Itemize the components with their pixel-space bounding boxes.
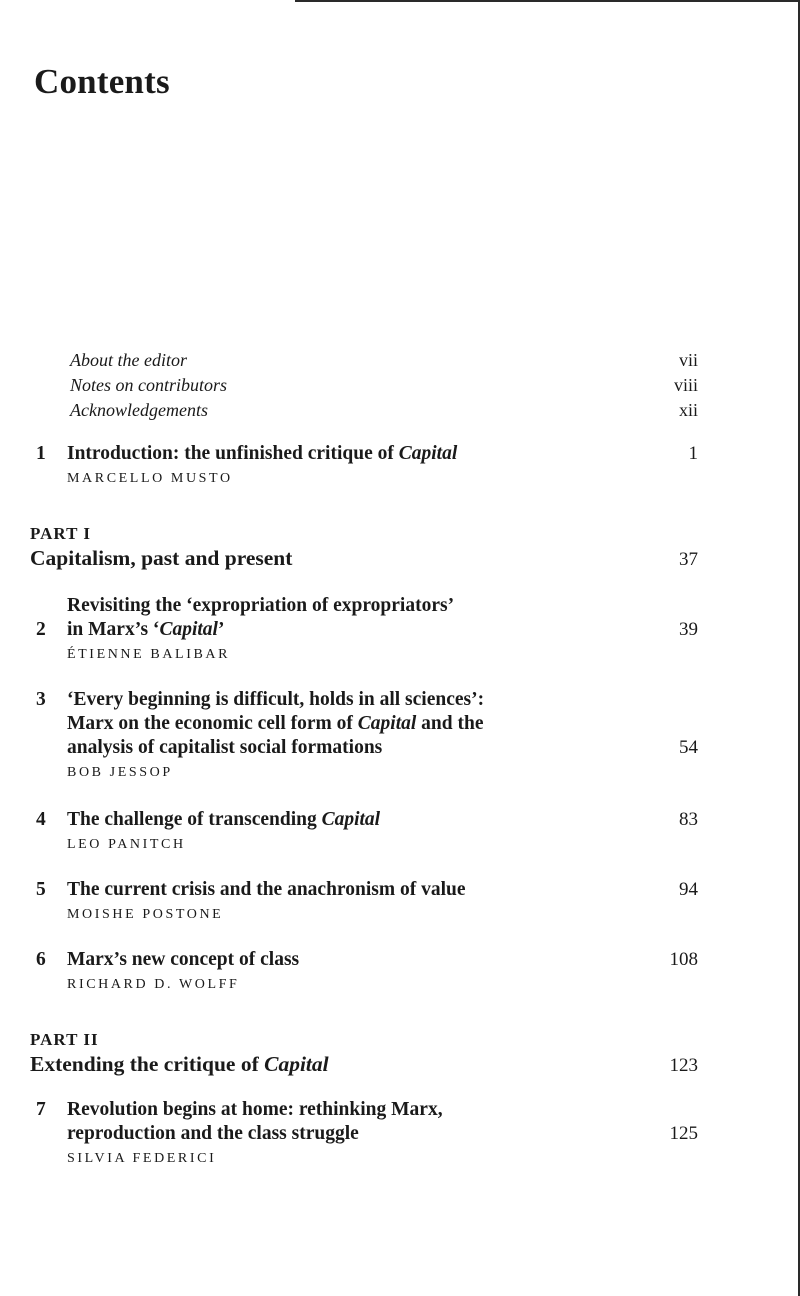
chapter-title: The challenge of transcending Capital — [67, 809, 381, 830]
front-matter-page: vii — [678, 350, 698, 370]
chapter-title: Revisiting the ‘expropriation of expropriators’ in Marx’s ‘Capital’ — [67, 595, 455, 640]
page-edge-top — [295, 0, 800, 2]
chapter-entry-3[interactable] — [36, 688, 698, 781]
part-page: 123 — [669, 1055, 698, 1076]
part-page: 37 — [679, 549, 698, 570]
chapter-entry-5[interactable] — [36, 878, 698, 923]
chapter-title: ‘Every beginning is difficult, holds in all sciences’: Marx on the economic cell form of Capital and the analysis of capitalist social formations — [67, 689, 485, 758]
chapter-number: 7 — [36, 1099, 46, 1120]
chapter-entry-7[interactable] — [36, 1098, 698, 1167]
chapter-author: MARCELLO MUSTO — [67, 471, 233, 486]
chapter-page: 83 — [679, 809, 698, 830]
chapter-number: 6 — [36, 949, 46, 970]
chapter-title: Revolution begins at home: rethinking Marx, reproduction and the class struggle — [67, 1099, 443, 1144]
front-matter-page: xii — [678, 400, 698, 420]
front-matter-label: Notes on contributors — [70, 375, 228, 395]
chapter-author: RICHARD D. WOLFF — [67, 977, 240, 992]
chapter-number: 3 — [36, 689, 46, 710]
chapter-title: Marx’s new concept of class — [67, 949, 300, 970]
part-label: PART I — [30, 524, 91, 543]
part-label: PART II — [30, 1030, 99, 1049]
chapter-page: 108 — [669, 949, 698, 970]
front-matter-item[interactable] — [70, 350, 698, 371]
chapter-entry-6[interactable] — [36, 948, 698, 993]
chapter-author: SILVIA FEDERICI — [67, 1151, 217, 1166]
front-matter-item[interactable] — [70, 400, 698, 421]
chapter-number: 1 — [36, 443, 46, 464]
page-title: Contents — [34, 62, 170, 101]
front-matter-item[interactable] — [70, 375, 698, 396]
chapter-page: 39 — [679, 619, 698, 640]
chapter-number: 2 — [36, 619, 46, 640]
front-matter-label: Acknowledgements — [70, 400, 208, 420]
chapter-entry-2[interactable] — [36, 594, 698, 663]
chapter-page: 54 — [679, 737, 698, 758]
chapter-author: BOB JESSOP — [67, 765, 173, 780]
front-matter-label: About the editor — [70, 350, 187, 370]
chapter-author: ÉTIENNE BALIBAR — [67, 647, 231, 662]
chapter-entry-1[interactable] — [36, 442, 698, 487]
chapter-page: 94 — [679, 879, 698, 900]
chapter-entry-4[interactable] — [36, 808, 698, 853]
part-title: Capitalism, past and present — [30, 546, 293, 570]
chapter-title: The current crisis and the anachronism of value — [67, 879, 466, 900]
chapter-title: Introduction: the unfinished critique of Capital — [67, 443, 458, 464]
chapter-page: 125 — [669, 1123, 698, 1144]
chapter-author: LEO PANITCH — [67, 837, 186, 852]
part-heading-2[interactable] — [30, 1030, 698, 1077]
part-title: Extending the critique of Capital — [30, 1052, 329, 1076]
chapter-page: 1 — [688, 443, 698, 464]
chapter-number: 4 — [36, 809, 46, 830]
chapter-number: 5 — [36, 879, 46, 900]
part-heading-1[interactable] — [30, 524, 698, 571]
front-matter-page: viii — [673, 375, 698, 395]
chapter-author: MOISHE POSTONE — [67, 907, 224, 922]
